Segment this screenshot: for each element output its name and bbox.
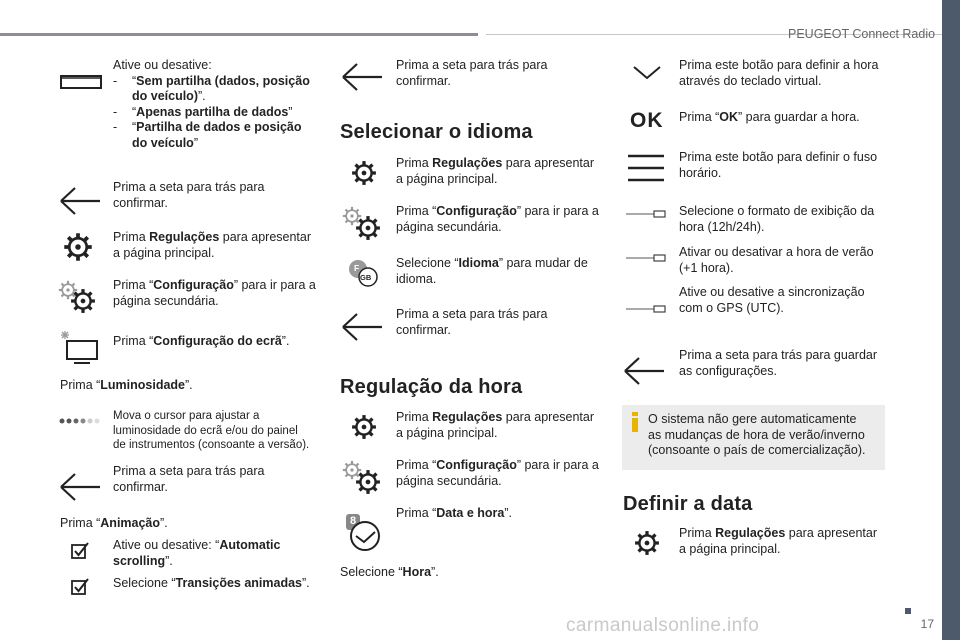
settings-text	[396, 410, 594, 441]
line: Prima a seta para trás para guardar	[679, 348, 878, 362]
line: luminosidade do ecrã e/ou do painel	[113, 424, 298, 437]
text: Prima “	[396, 458, 437, 472]
date-time-text	[396, 506, 512, 522]
settings-gear-icon[interactable]	[63, 232, 93, 262]
settings-label: Regulações	[715, 526, 786, 540]
settings-gear-icon[interactable]	[351, 414, 377, 440]
line: Mova o cursor para ajustar a	[113, 410, 260, 422]
quote-open: “	[132, 73, 137, 88]
text: ”.	[185, 378, 193, 392]
text: para apresentar	[219, 230, 312, 244]
line: a página principal.	[679, 541, 781, 556]
dash: -	[113, 73, 118, 88]
line: página secundária.	[396, 219, 502, 234]
settings-text	[679, 526, 877, 557]
share-options-text	[113, 58, 323, 151]
line: confirmar.	[396, 322, 451, 337]
line: as configurações.	[679, 363, 777, 378]
screen-config-text	[113, 334, 289, 350]
date-time-label: Data e hora	[436, 506, 505, 520]
page-number: 17	[920, 617, 934, 631]
text: Selecione “	[113, 576, 176, 590]
config-label: Configuração	[436, 458, 517, 472]
quote-open: “	[132, 120, 137, 134]
text: Prima “	[60, 378, 101, 392]
time-format-text	[679, 204, 874, 235]
settings-gear-icon[interactable]	[351, 160, 377, 186]
ok-text	[679, 110, 860, 126]
automatic-label: Automatic	[219, 538, 281, 552]
quote-close: ”	[288, 104, 293, 119]
line: O sistema não gere automaticamente	[648, 412, 857, 426]
text: ” para guardar a hora.	[738, 110, 860, 124]
clock-badge-label: 8	[350, 515, 357, 527]
back-confirm-text	[113, 464, 264, 495]
option-no-sharing-cont: do veículo)	[132, 89, 198, 103]
auto-scrolling-text	[113, 538, 280, 569]
back-confirm-text	[396, 307, 547, 338]
share-intro: Ative ou desative:	[113, 58, 212, 72]
quote-close: ”	[193, 135, 198, 150]
text: Prima “	[60, 516, 101, 530]
option-data-position-cont: do veículo	[132, 135, 194, 150]
line: Ativar ou desativar a hora de verão	[679, 245, 874, 259]
brightness-label: Luminosidade	[100, 378, 186, 392]
checkbox-icon[interactable]	[70, 540, 90, 560]
settings-label: Regulações	[432, 410, 503, 424]
gps-sync-text	[679, 285, 865, 316]
line: página secundária.	[396, 473, 502, 488]
line: hora (12h/24h).	[679, 219, 765, 234]
text: Prima “	[679, 110, 720, 124]
text: Prima “	[113, 278, 154, 292]
line: (consoante o país de comercialização).	[648, 443, 866, 457]
checkbox-icon[interactable]	[70, 576, 90, 596]
text: Ative ou desative: “	[113, 538, 220, 552]
text: Prima “	[113, 334, 154, 348]
side-accent-bar	[942, 0, 960, 640]
line: Prima a seta para trás para	[396, 307, 548, 321]
line: idioma.	[396, 271, 437, 286]
transitions-label: Transições animadas	[175, 576, 302, 590]
section-heading-language: Selecionar o idioma	[340, 121, 533, 143]
toggle-switch-icon[interactable]	[626, 303, 666, 315]
option-data-only: Apenas partilha de dados	[136, 104, 289, 119]
menu-list-icon[interactable]	[628, 153, 664, 183]
text: ”.	[431, 565, 439, 579]
config-label: Configuração	[153, 278, 234, 292]
back-confirm-text	[113, 180, 264, 211]
line: através do teclado virtual.	[679, 73, 822, 88]
screen-config-icon[interactable]	[58, 330, 102, 366]
text: Prima	[396, 156, 433, 170]
config-gear-icon[interactable]	[355, 469, 381, 495]
text: para apresentar	[502, 156, 595, 170]
language-label: Idioma	[458, 256, 499, 270]
text: Selecione “	[396, 256, 459, 270]
config-gear-icon[interactable]	[355, 215, 381, 241]
text: ” para ir para a	[233, 278, 316, 292]
keyboard-text	[679, 58, 878, 89]
text: ” para ir para a	[516, 458, 599, 472]
config-text	[396, 458, 599, 489]
info-icon	[632, 412, 638, 432]
line: de instrumentos (consoante a versão).	[113, 439, 310, 451]
ok-label: OK	[719, 110, 739, 124]
text: para apresentar	[502, 410, 595, 424]
back-arrow-icon[interactable]	[340, 62, 384, 92]
info-note-text	[648, 412, 865, 459]
line: Prima a seta para trás para	[396, 58, 548, 72]
back-save-text	[679, 348, 877, 379]
text: ”.	[302, 576, 310, 590]
toggle-switch-icon[interactable]	[626, 208, 666, 220]
text: para apresentar	[785, 526, 878, 540]
line: Prima a seta para trás para	[113, 464, 265, 478]
line: as mudanças de hora de verão/inverno	[648, 427, 865, 442]
back-arrow-icon[interactable]	[58, 472, 102, 502]
dash: -	[113, 120, 118, 134]
line: com o GPS (UTC).	[679, 300, 784, 315]
animation-label: Animação	[100, 516, 161, 530]
share-data-toggle-icon[interactable]	[60, 72, 102, 92]
settings-label: Regulações	[149, 230, 220, 244]
line: confirmar.	[113, 479, 168, 494]
config-label: Configuração	[436, 204, 517, 218]
back-arrow-icon[interactable]	[340, 312, 384, 342]
back-confirm-text	[396, 58, 547, 89]
settings-text	[113, 230, 311, 261]
animated-transitions-text	[113, 576, 310, 592]
line: a página principal.	[396, 425, 498, 440]
text: ”.	[281, 334, 290, 348]
continuation-marker	[905, 608, 911, 614]
language-text	[396, 256, 588, 287]
quote-open: “	[132, 104, 137, 119]
settings-text	[396, 156, 594, 187]
text: ” para mudar de	[498, 256, 588, 270]
timezone-text	[679, 150, 877, 181]
line: horário.	[679, 165, 722, 180]
text: Prima	[113, 230, 150, 244]
option-data-position: Partilha de dados e posição	[136, 120, 302, 134]
back-arrow-icon[interactable]	[622, 356, 666, 386]
flag-gb-label: GB	[360, 273, 372, 282]
text: ”.	[504, 506, 513, 520]
settings-gear-icon[interactable]	[634, 530, 660, 556]
daylight-saving-text	[679, 245, 874, 276]
hour-label: Hora	[402, 565, 432, 579]
brightness-slider-icon[interactable]	[58, 416, 102, 426]
line: Ative ou desative a sincronização	[679, 285, 865, 299]
config-gear-icon[interactable]	[70, 288, 96, 314]
settings-label: Regulações	[432, 156, 503, 170]
line: a página principal.	[113, 245, 215, 260]
option-no-sharing: Sem partilha (dados, posição	[136, 73, 310, 88]
page-header-title: PEUGEOT Connect Radio	[788, 27, 936, 41]
line: confirmar.	[396, 73, 451, 88]
text: ”.	[160, 516, 168, 530]
config-text	[113, 278, 316, 309]
language-flag-icon[interactable]	[346, 256, 382, 288]
text: ”.	[165, 553, 173, 568]
section-heading-time: Regulação da hora	[340, 376, 523, 398]
back-arrow-icon[interactable]	[58, 186, 102, 216]
brightness-text	[60, 378, 193, 394]
line: a página principal.	[396, 171, 498, 186]
text: Prima	[679, 526, 716, 540]
line: página secundária.	[113, 293, 219, 308]
brightness-cursor-text	[113, 409, 309, 453]
section-heading-date: Definir a data	[623, 493, 753, 515]
ok-button[interactable]: OK	[630, 109, 664, 132]
line: Prima este botão para definir o fuso	[679, 150, 878, 164]
text: Prima	[396, 410, 433, 424]
text: ” para ir para a	[516, 204, 599, 218]
watermark: carmanualsonline.info	[566, 615, 760, 636]
text: Selecione “	[340, 565, 403, 579]
toggle-switch-icon[interactable]	[626, 252, 666, 264]
config-text	[396, 204, 599, 235]
line: Selecione o formato de exibição da	[679, 204, 875, 218]
screen-config-label: Configuração do ecrã	[153, 334, 282, 348]
line: Prima este botão para definir a hora	[679, 58, 879, 72]
hour-text	[340, 565, 439, 581]
line: Prima a seta para trás para	[113, 180, 265, 194]
scrolling-label: scrolling	[113, 553, 166, 568]
quote-close: ”.	[197, 89, 206, 103]
header-rule	[0, 33, 478, 36]
flag-f-label: F	[354, 263, 360, 273]
text: Prima “	[396, 506, 437, 520]
date-time-clock-icon[interactable]	[345, 512, 381, 552]
animation-text	[60, 516, 168, 532]
line: confirmar.	[113, 195, 168, 210]
text: Prima “	[396, 204, 437, 218]
chevron-down-icon[interactable]	[632, 64, 662, 82]
dash: -	[113, 104, 118, 119]
line: (+1 hora).	[679, 260, 734, 275]
